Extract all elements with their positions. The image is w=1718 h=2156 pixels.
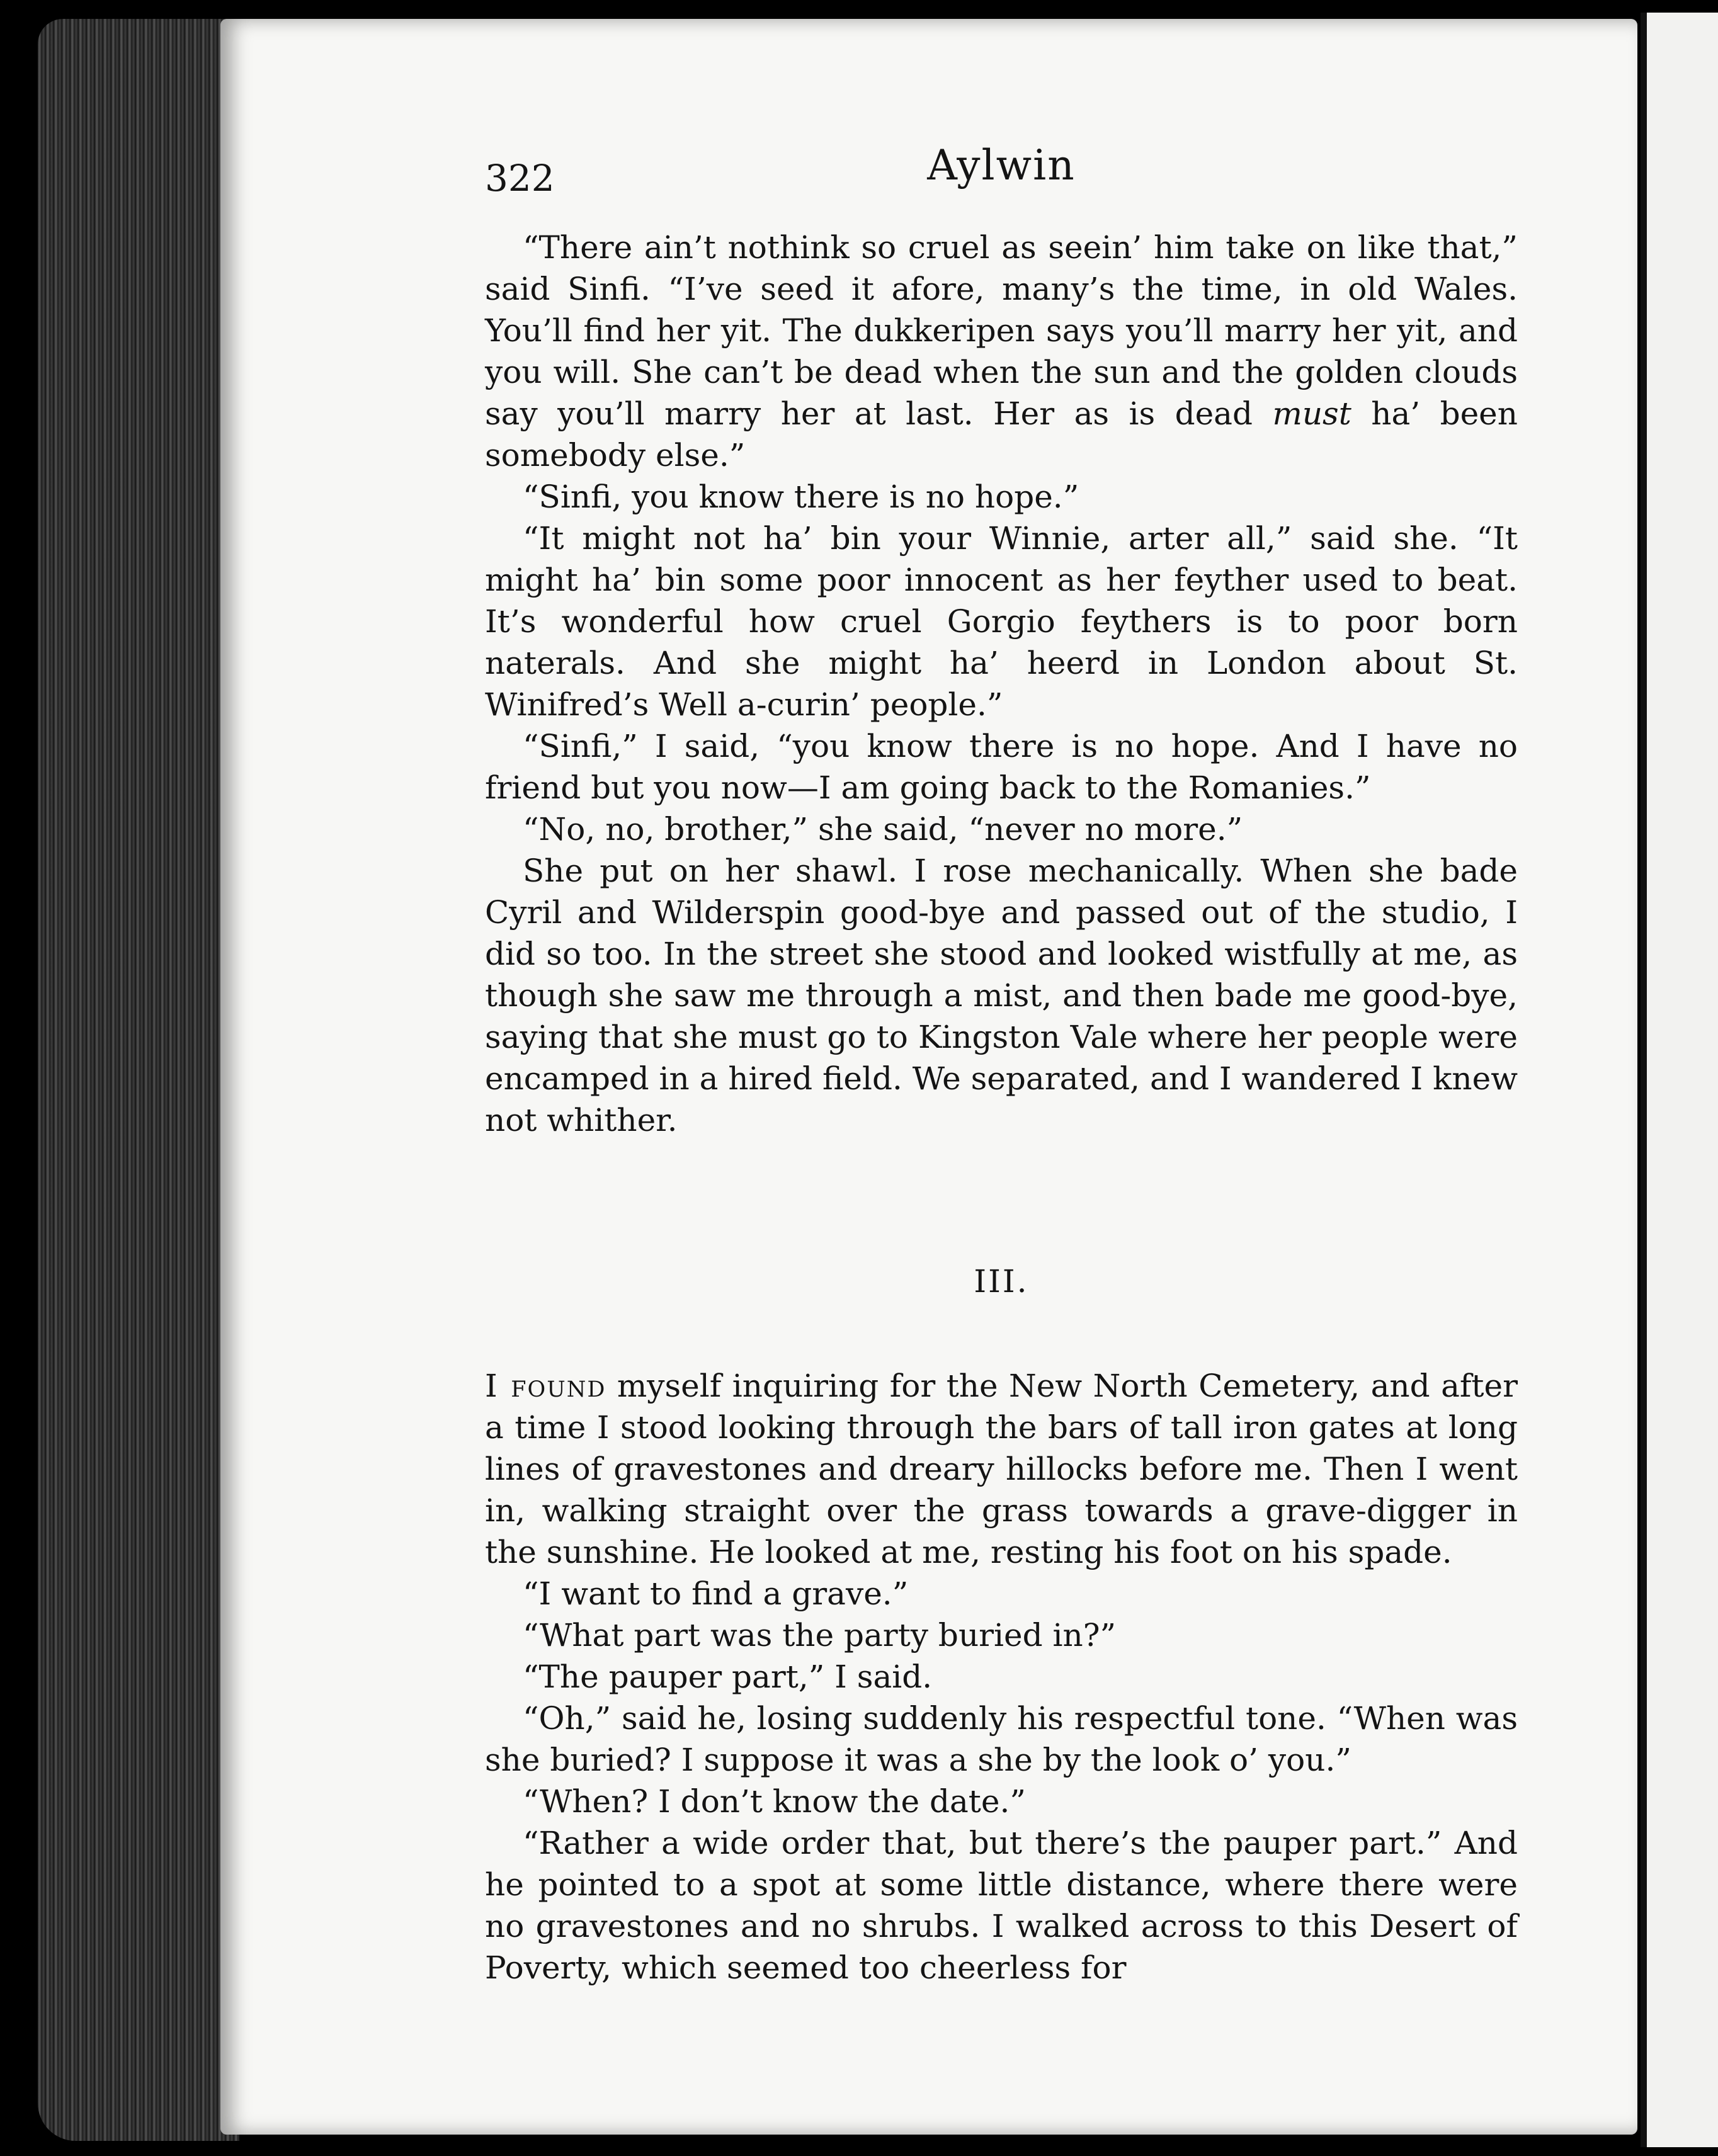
section-heading: III. (974, 1263, 1029, 1300)
page-text-block (485, 141, 1518, 1989)
paragraph-4: “Sinfi,” I said, “you know there is no hope. And I have no friend but you now—I am going back to the Romanies.” (485, 728, 1518, 806)
paragraph-1: “There ain’t nothink so cruel as seein’ him take on like that,” said Sinfi. “I’ve seed it afore, many’s the time, in old Wales. You’ll find her yit. The dukkeripen says you’ll marry her yit, and you will. She can’t be dead when the sun and the golden clouds say you’ll marry her at last. Her as is dead must ha’ been somebody else.” (485, 229, 1518, 474)
running-title: Aylwin (927, 141, 1076, 190)
section-opening-paragraph (485, 1365, 1518, 1573)
next-page-edge (1641, 13, 1718, 2147)
section-opening-text: myself inquiring for the New North Cemetery, and after a time I stood looking through the bars of tall iron gates at long lines of gravestones and dreary hillocks before me. Then I went in, walking straight over the grass towards a grave-digger in the sunshine. He looked at me, resting his foot on his spade. (485, 1368, 1518, 1570)
paragraph-3: “It might not ha’ bin your Winnie, arter all,” said she. “It might ha’ bin some poor innocent as her feyther used to beat. It’s wonderful how cruel Gorgio feythers is to poor born naterals. And she might ha’ heerd in London about St. Winifred’s Well a-curin’ people.” (485, 520, 1518, 723)
paragraph-8: “I want to find a grave.” (523, 1575, 909, 1612)
paragraph-11: “Oh,” said he, losing suddenly his respectful tone. “When was she buried? I suppose it was a she by the look o’ you.” (485, 1700, 1518, 1778)
paragraph-13: “Rather a wide order that, but there’s the pauper part.” And he pointed to a spot at some little distance, where there were no gravestones and no shrubs. I walked across to this Desert of Poverty, which seemed too cheerless for (485, 1825, 1518, 1986)
book-page-edges (38, 19, 239, 2141)
paragraph-10: “The pauper part,” I said. (523, 1659, 933, 1695)
paragraph-5: “No, no, brother,” she said, “never no more.” (523, 811, 1243, 848)
paragraph-9: “What part was the party buried in?” (523, 1617, 1117, 1654)
section-lead-word: I found (485, 1368, 606, 1404)
page-number: 322 (485, 157, 555, 200)
paragraph-12: “When? I don’t know the date.” (523, 1783, 1026, 1820)
running-head (485, 141, 1518, 201)
paragraph-6: She put on her shawl. I rose mechanically. When she bade Cyril and Wilderspin good-bye and passed out of the studio, I did so too. In the street she stood and looked wistfully at me, as though she saw me through a mist, and then bade me good-bye, saying that she must go to Kingston Vale where her people were encamped in a hired field. We separated, and I wandered I knew not whither. (485, 853, 1518, 1138)
paragraph-2: “Sinfi, you know there is no hope.” (523, 479, 1079, 515)
emphasis-must: must (1272, 395, 1351, 432)
